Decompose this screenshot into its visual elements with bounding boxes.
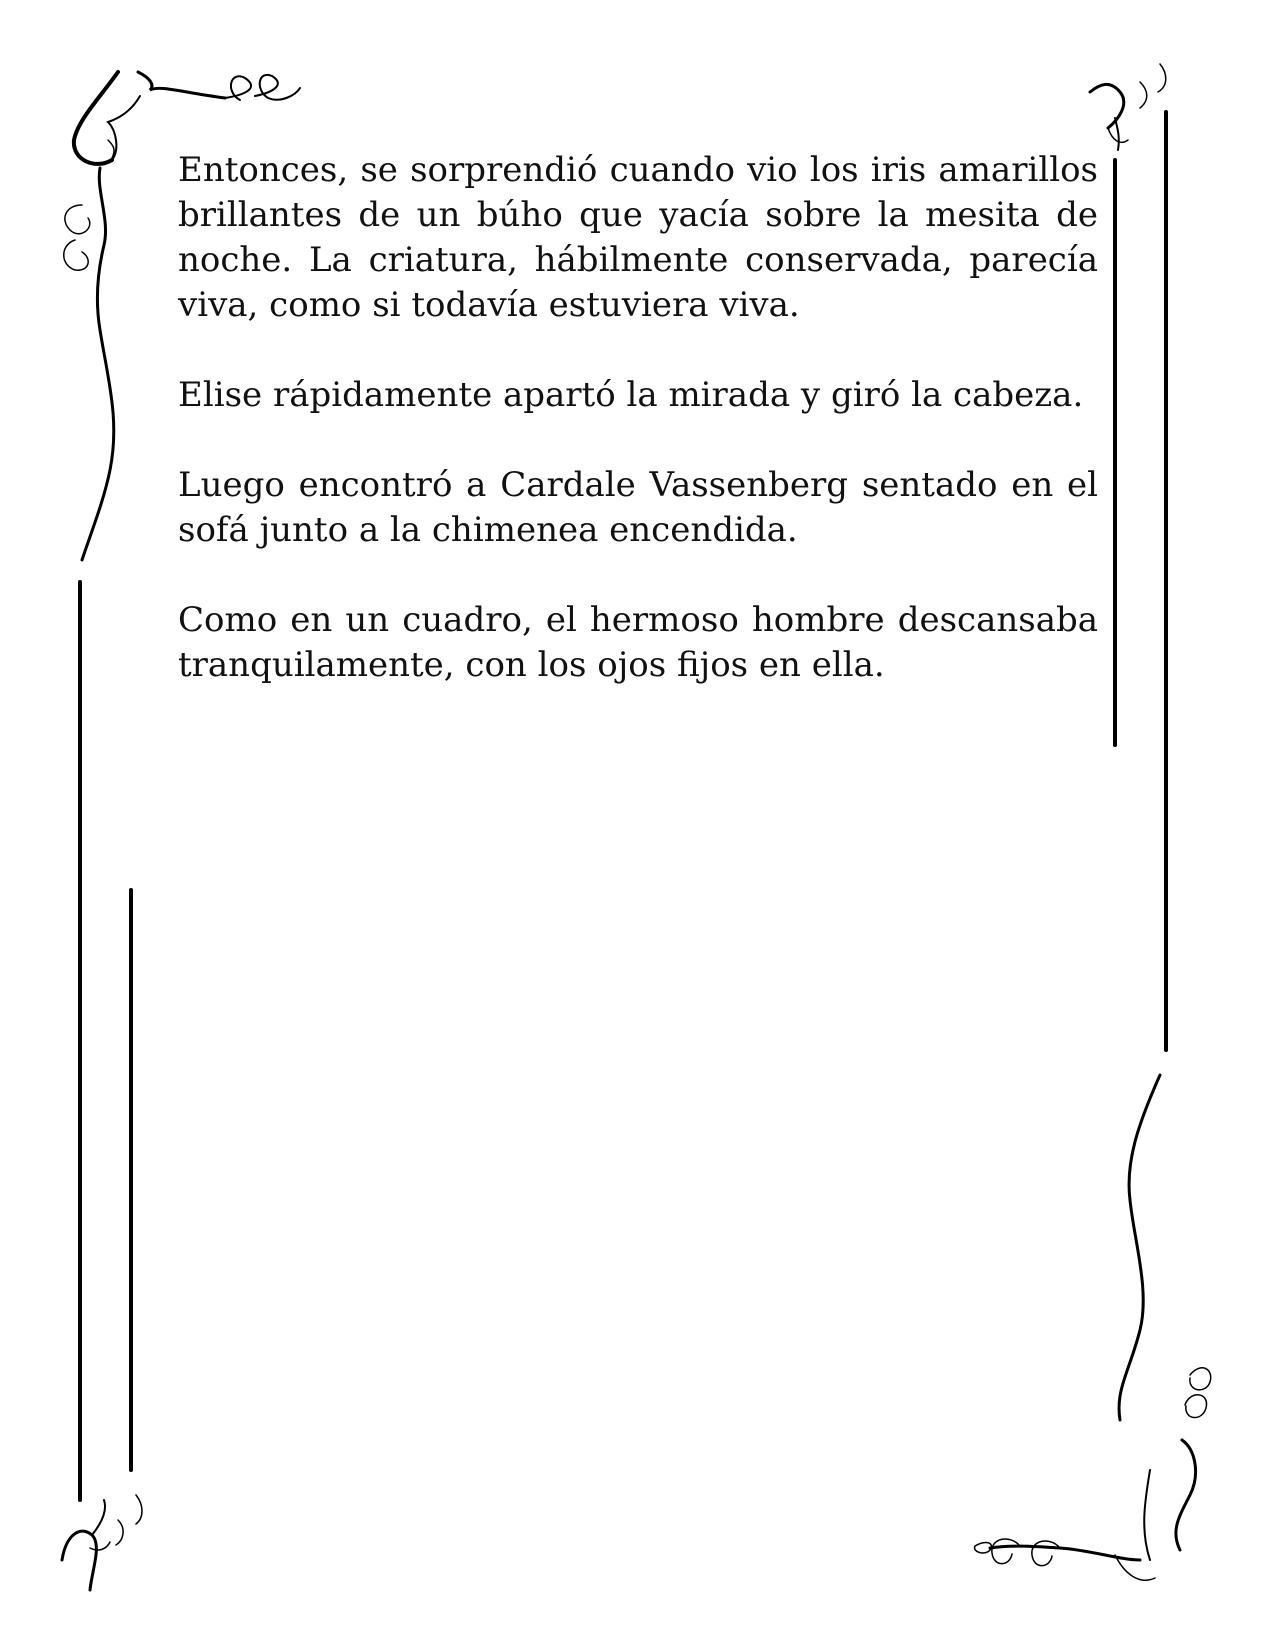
top-right-flourish bbox=[1090, 64, 1166, 150]
bottom-right-flourish bbox=[975, 1075, 1211, 1580]
bottom-left-flourish bbox=[62, 1495, 142, 1590]
paragraph-3: Luego encontró a Cardale Vassenberg sentado en el sofá junto a la chimenea encendida. bbox=[178, 465, 1098, 550]
paragraph-4: Como en un cuadro, el hermoso hombre descansaba tranquilamente, con los ojos fijos en ella. bbox=[178, 600, 1098, 685]
paragraph-1: Entonces, se sorprendió cuando vio los iris amarillos brillantes de un búho que yacía sobre la mesita de noche. La criatura, hábilmente conservada, parecía viva, como si todavía estuviera viva. bbox=[178, 150, 1098, 325]
story-text bbox=[178, 148, 1098, 733]
paragraph-2: Elise rápidamente apartó la mirada y giró la cabeza. bbox=[178, 375, 1084, 415]
